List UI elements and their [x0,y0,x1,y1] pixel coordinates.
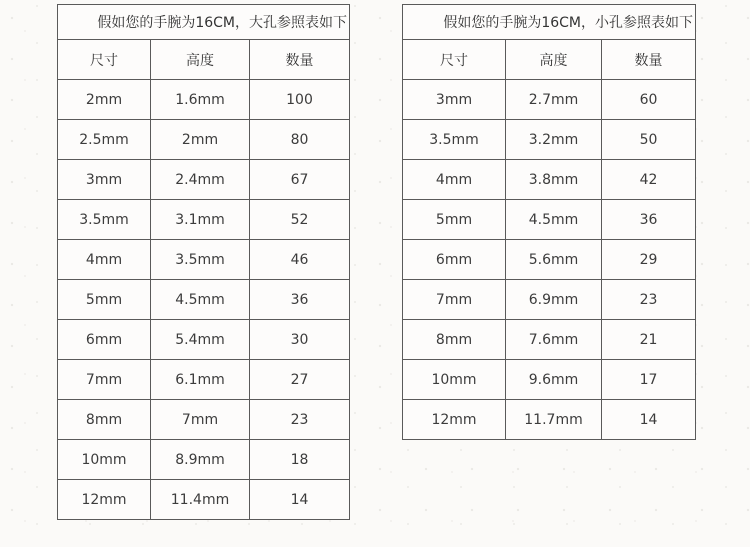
cell-height: 4.5mm [506,200,602,240]
cell-quantity: 14 [602,400,696,440]
table-row [58,440,350,480]
cell-quantity: 18 [250,440,350,480]
column-header-quantity: 数量 [602,40,696,80]
column-header-height: 高度 [506,40,602,80]
small-hole-size-table [402,4,696,440]
cell-size: 2.5mm [58,120,151,160]
cell-size: 8mm [403,320,506,360]
cell-quantity: 14 [250,480,350,520]
cell-quantity: 23 [602,280,696,320]
cell-size: 6mm [58,320,151,360]
cell-quantity: 50 [602,120,696,160]
cell-size: 2mm [58,80,151,120]
table-row [403,80,696,120]
table-header-row [403,40,696,80]
table-row [58,320,350,360]
cell-quantity: 60 [602,80,696,120]
cell-height: 3.5mm [151,240,250,280]
cell-quantity: 52 [250,200,350,240]
cell-size: 7mm [403,280,506,320]
cell-quantity: 29 [602,240,696,280]
cell-height: 6.1mm [151,360,250,400]
table-row [403,200,696,240]
table-row [58,160,350,200]
table-row [403,160,696,200]
table-row [58,120,350,160]
cell-height: 9.6mm [506,360,602,400]
cell-quantity: 100 [250,80,350,120]
cell-height: 7.6mm [506,320,602,360]
cell-height: 2mm [151,120,250,160]
cell-height: 4.5mm [151,280,250,320]
column-header-size: 尺寸 [58,40,151,80]
table-row [58,280,350,320]
table-row [403,120,696,160]
table-row [58,80,350,120]
cell-size: 5mm [58,280,151,320]
cell-height: 3.2mm [506,120,602,160]
cell-quantity: 21 [602,320,696,360]
cell-height: 5.6mm [506,240,602,280]
cell-size: 3.5mm [58,200,151,240]
cell-quantity: 46 [250,240,350,280]
cell-quantity: 27 [250,360,350,400]
cell-height: 3.8mm [506,160,602,200]
table-row [403,240,696,280]
large-hole-table-title: 假如您的手腕为16CM，大孔参照表如下 [58,5,350,40]
column-header-size: 尺寸 [403,40,506,80]
column-header-height: 高度 [151,40,250,80]
table-row [58,240,350,280]
small-hole-table-body [403,5,696,440]
table-title-row [403,5,696,40]
cell-quantity: 42 [602,160,696,200]
table-title-row [58,5,350,40]
cell-size: 10mm [58,440,151,480]
cell-height: 6.9mm [506,280,602,320]
table-row [58,400,350,440]
cell-size: 3.5mm [403,120,506,160]
cell-size: 7mm [58,360,151,400]
table-header-row [58,40,350,80]
cell-quantity: 23 [250,400,350,440]
table-row [58,480,350,520]
cell-size: 5mm [403,200,506,240]
cell-height: 8.9mm [151,440,250,480]
cell-height: 7mm [151,400,250,440]
cell-quantity: 67 [250,160,350,200]
cell-size: 3mm [403,80,506,120]
small-hole-table-title: 假如您的手腕为16CM，小孔参照表如下 [403,5,696,40]
table-row [58,200,350,240]
table-row [403,360,696,400]
large-hole-table-body [58,5,350,520]
table-row [403,400,696,440]
cell-size: 12mm [58,480,151,520]
cell-height: 3.1mm [151,200,250,240]
cell-height: 11.4mm [151,480,250,520]
cell-height: 11.7mm [506,400,602,440]
cell-height: 2.7mm [506,80,602,120]
cell-size: 4mm [403,160,506,200]
table-row [403,320,696,360]
cell-size: 12mm [403,400,506,440]
table-row [58,360,350,400]
cell-size: 6mm [403,240,506,280]
cell-quantity: 17 [602,360,696,400]
cell-quantity: 36 [250,280,350,320]
table-row [403,280,696,320]
cell-size: 8mm [58,400,151,440]
cell-height: 1.6mm [151,80,250,120]
large-hole-size-table [57,4,350,520]
cell-quantity: 36 [602,200,696,240]
cell-height: 5.4mm [151,320,250,360]
cell-quantity: 80 [250,120,350,160]
cell-quantity: 30 [250,320,350,360]
column-header-quantity: 数量 [250,40,350,80]
cell-size: 4mm [58,240,151,280]
cell-size: 10mm [403,360,506,400]
cell-size: 3mm [58,160,151,200]
cell-height: 2.4mm [151,160,250,200]
